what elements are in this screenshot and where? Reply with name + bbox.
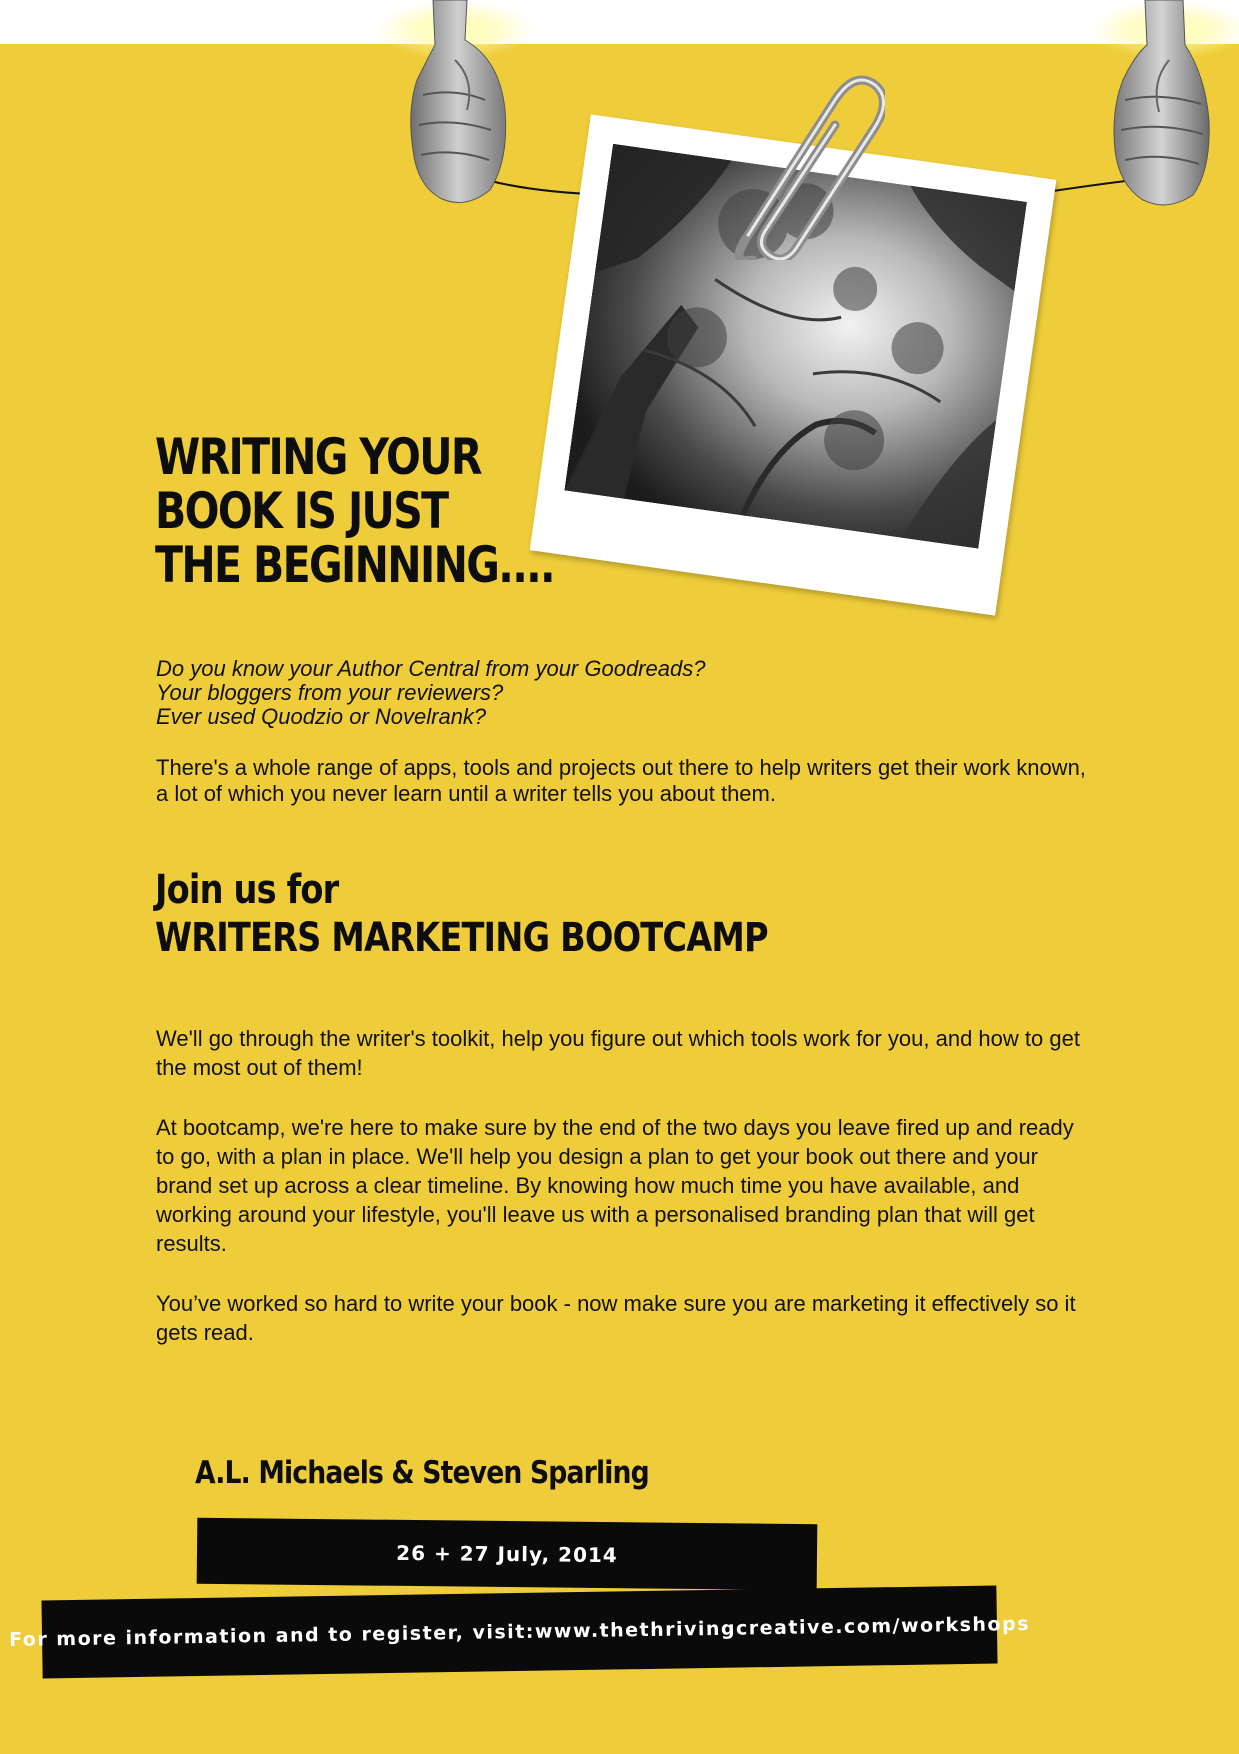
body-paragraph-1: We'll go through the writer's toolkit, help you figure out which tools work for you, and how to get the most out of them! — [156, 1026, 1080, 1080]
question-2: Your bloggers from your reviewers? — [156, 680, 504, 705]
headline-line-2: BOOK IS JUST — [155, 482, 448, 540]
question-1: Do you know your Author Central from your Goodreads? — [156, 656, 706, 681]
join-line-1: Join us for — [155, 867, 339, 913]
headline — [155, 430, 554, 592]
registration-info[interactable]: For more information and to register, visit:www.thethrivingcreative.com/workshops — [8, 1612, 1031, 1652]
body-paragraph-2: At bootcamp, we're here to make sure by the end of the two days you leave fired up and ready to go, with a plan in place. We'll help you design a plan to get your book out there and your brand set up across a clear timeline. By knowing how much time you have available, and working around your lifestyle, you'll leave us with a personalised branding plan that will get results. — [156, 1115, 1074, 1256]
join-line-2: WRITERS MARKETING BOOTCAMP — [155, 915, 768, 961]
headline-line-3: THE BEGINNING.... — [155, 536, 555, 594]
body-paragraph-3: You’ve worked so hard to write your book - now make sure you are marketing it effectively so it gets read. — [156, 1291, 1076, 1345]
question-3: Ever used Quodzio or Novelrank? — [156, 704, 487, 729]
date-banner — [197, 1518, 818, 1590]
paperclip-icon — [705, 60, 885, 260]
authors: A.L. Michaels & Steven Sparling — [195, 1455, 649, 1491]
event-date: 26 + 27 July, 2014 — [396, 1540, 618, 1568]
info-banner — [8, 1586, 1031, 1679]
join-heading — [155, 866, 768, 962]
intro-paragraph: There's a whole range of apps, tools and projects out there to help writers get their work known, a lot of which you never learn until a writer tells you about them. — [156, 755, 1086, 806]
question-list — [156, 657, 705, 729]
headline-line-1: WRITING YOUR — [155, 428, 481, 486]
left-hand-icon — [405, 0, 515, 210]
right-hand-icon — [1105, 0, 1215, 210]
